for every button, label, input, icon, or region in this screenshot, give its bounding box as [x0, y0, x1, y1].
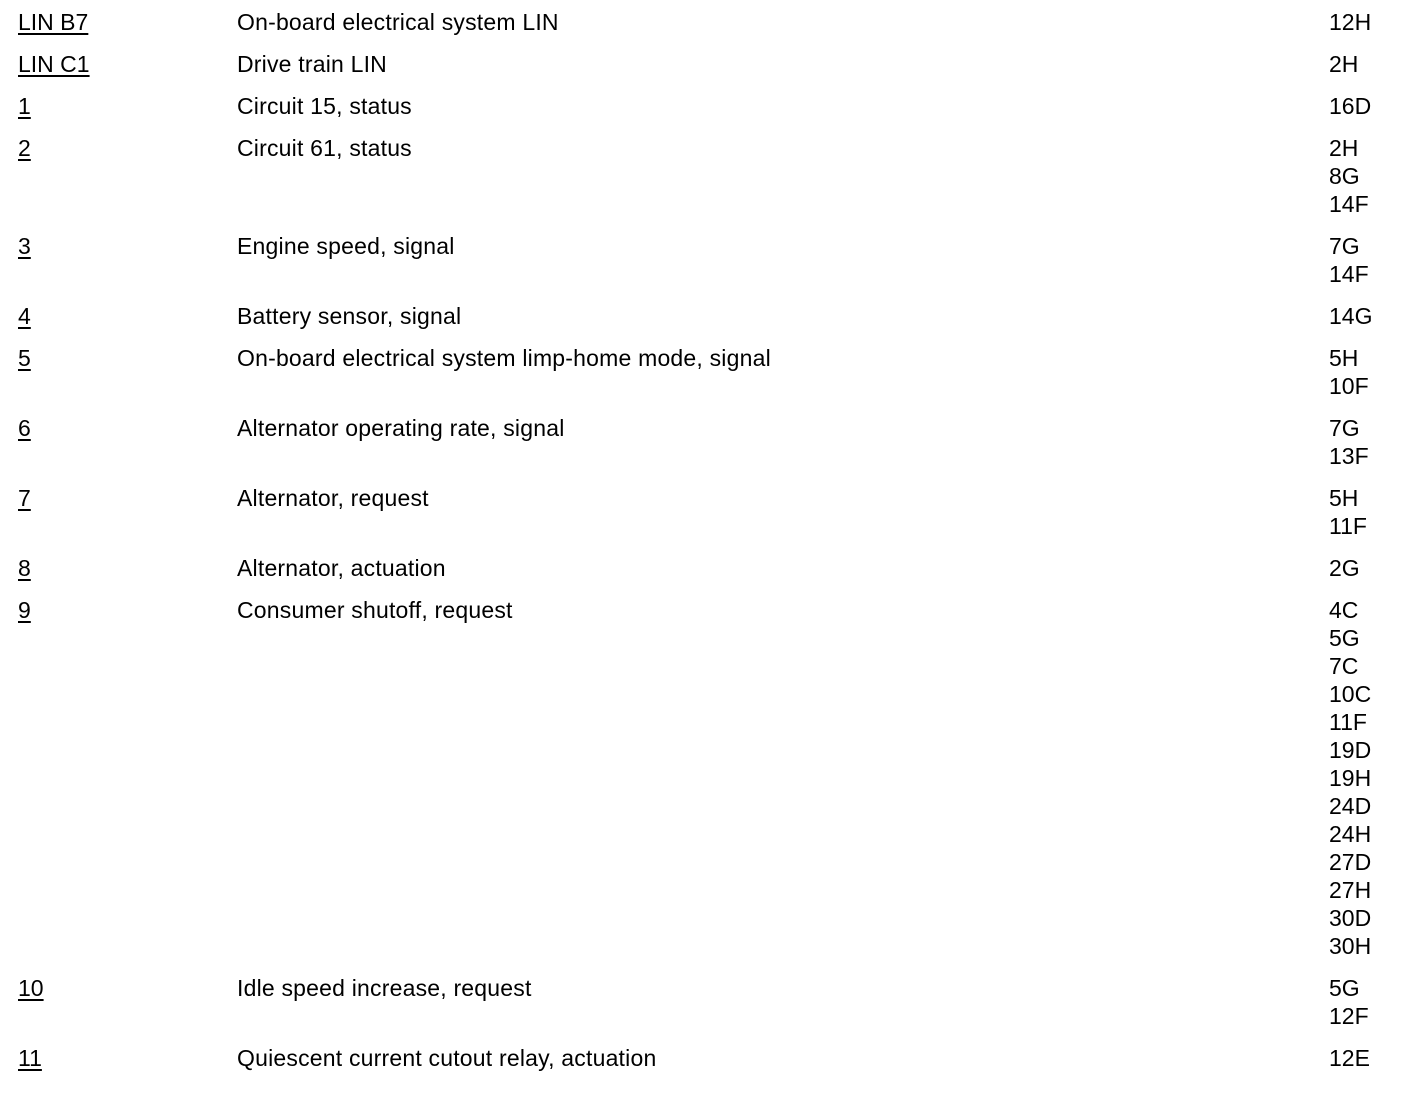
reference-cell: 16D	[1329, 93, 1372, 119]
reference-cell: 13F	[1329, 443, 1369, 469]
reference-cell: 12E	[1329, 1045, 1370, 1071]
reference-cell: 10C	[1329, 681, 1372, 707]
row-references	[1329, 414, 1399, 470]
reference-cell: 5H	[1329, 345, 1359, 371]
reference-cell: 19H	[1329, 765, 1372, 791]
row-references	[1329, 1044, 1399, 1072]
reference-cell: 12F	[1329, 1003, 1369, 1029]
reference-cell: 8G	[1329, 163, 1360, 189]
reference-cell: 24D	[1329, 793, 1372, 819]
reference-cell: 7C	[1329, 653, 1359, 679]
row-id-link[interactable]: 6	[18, 415, 31, 441]
row-references	[1329, 554, 1399, 582]
row-id-link[interactable]: 2	[18, 135, 31, 161]
reference-cell: 30H	[1329, 933, 1372, 959]
reference-cell: 27H	[1329, 877, 1372, 903]
reference-cell: 2H	[1329, 135, 1359, 161]
row-id-link[interactable]: 10	[18, 975, 44, 1001]
row-references	[1329, 484, 1399, 540]
reference-cell: 14G	[1329, 303, 1373, 329]
reference-cell: 2H	[1329, 51, 1359, 77]
row-description: Quiescent current cutout relay, actuation	[237, 1045, 657, 1071]
row-references	[1329, 974, 1399, 1030]
reference-cell: 11F	[1329, 709, 1367, 735]
row-description: Idle speed increase, request	[237, 975, 532, 1001]
row-references	[1329, 596, 1399, 960]
row-references	[1329, 8, 1399, 36]
reference-cell: 7G	[1329, 415, 1360, 441]
row-references	[1329, 344, 1399, 400]
reference-cell: 5H	[1329, 485, 1359, 511]
row-id-link[interactable]: 3	[18, 233, 31, 259]
reference-cell: 14F	[1329, 191, 1369, 217]
reference-cell: 5G	[1329, 625, 1360, 651]
row-id-link[interactable]: 8	[18, 555, 31, 581]
row-id-link[interactable]: 11	[18, 1045, 42, 1071]
row-id-link[interactable]: 5	[18, 345, 31, 371]
reference-cell: 30D	[1329, 905, 1372, 931]
row-references	[1329, 302, 1399, 330]
row-references	[1329, 50, 1399, 78]
reference-cell: 7G	[1329, 233, 1360, 259]
row-description: On-board electrical system limp-home mode, signal	[237, 345, 771, 371]
row-references	[1329, 134, 1399, 218]
reference-cell: 4C	[1329, 597, 1359, 623]
row-id-link[interactable]: 1	[18, 93, 31, 119]
reference-cell: 24H	[1329, 821, 1372, 847]
reference-cell: 2G	[1329, 555, 1360, 581]
row-description: Battery sensor, signal	[237, 303, 462, 329]
row-id-link[interactable]: 9	[18, 597, 31, 623]
row-description: Circuit 15, status	[237, 93, 412, 119]
reference-cell: 5G	[1329, 975, 1360, 1001]
reference-cell: 27D	[1329, 849, 1372, 875]
row-description: On-board electrical system LIN	[237, 9, 559, 35]
row-id-link[interactable]: LIN B7	[18, 9, 89, 35]
reference-cell: 10F	[1329, 373, 1369, 399]
reference-cell: 12H	[1329, 9, 1372, 35]
row-description: Alternator, request	[237, 485, 429, 511]
row-references	[1329, 232, 1399, 288]
row-id-link[interactable]: 7	[18, 485, 31, 511]
row-id-link[interactable]: LIN C1	[18, 51, 90, 77]
row-references	[1329, 92, 1399, 120]
row-description: Drive train LIN	[237, 51, 387, 77]
row-description: Alternator, actuation	[237, 555, 446, 581]
row-id-link[interactable]: 4	[18, 303, 31, 329]
reference-cell: 11F	[1329, 513, 1367, 539]
row-description: Alternator operating rate, signal	[237, 415, 565, 441]
row-description: Consumer shutoff, request	[237, 597, 513, 623]
reference-cell: 14F	[1329, 261, 1369, 287]
row-description: Circuit 61, status	[237, 135, 412, 161]
reference-cell: 19D	[1329, 737, 1372, 763]
row-description: Engine speed, signal	[237, 233, 455, 259]
